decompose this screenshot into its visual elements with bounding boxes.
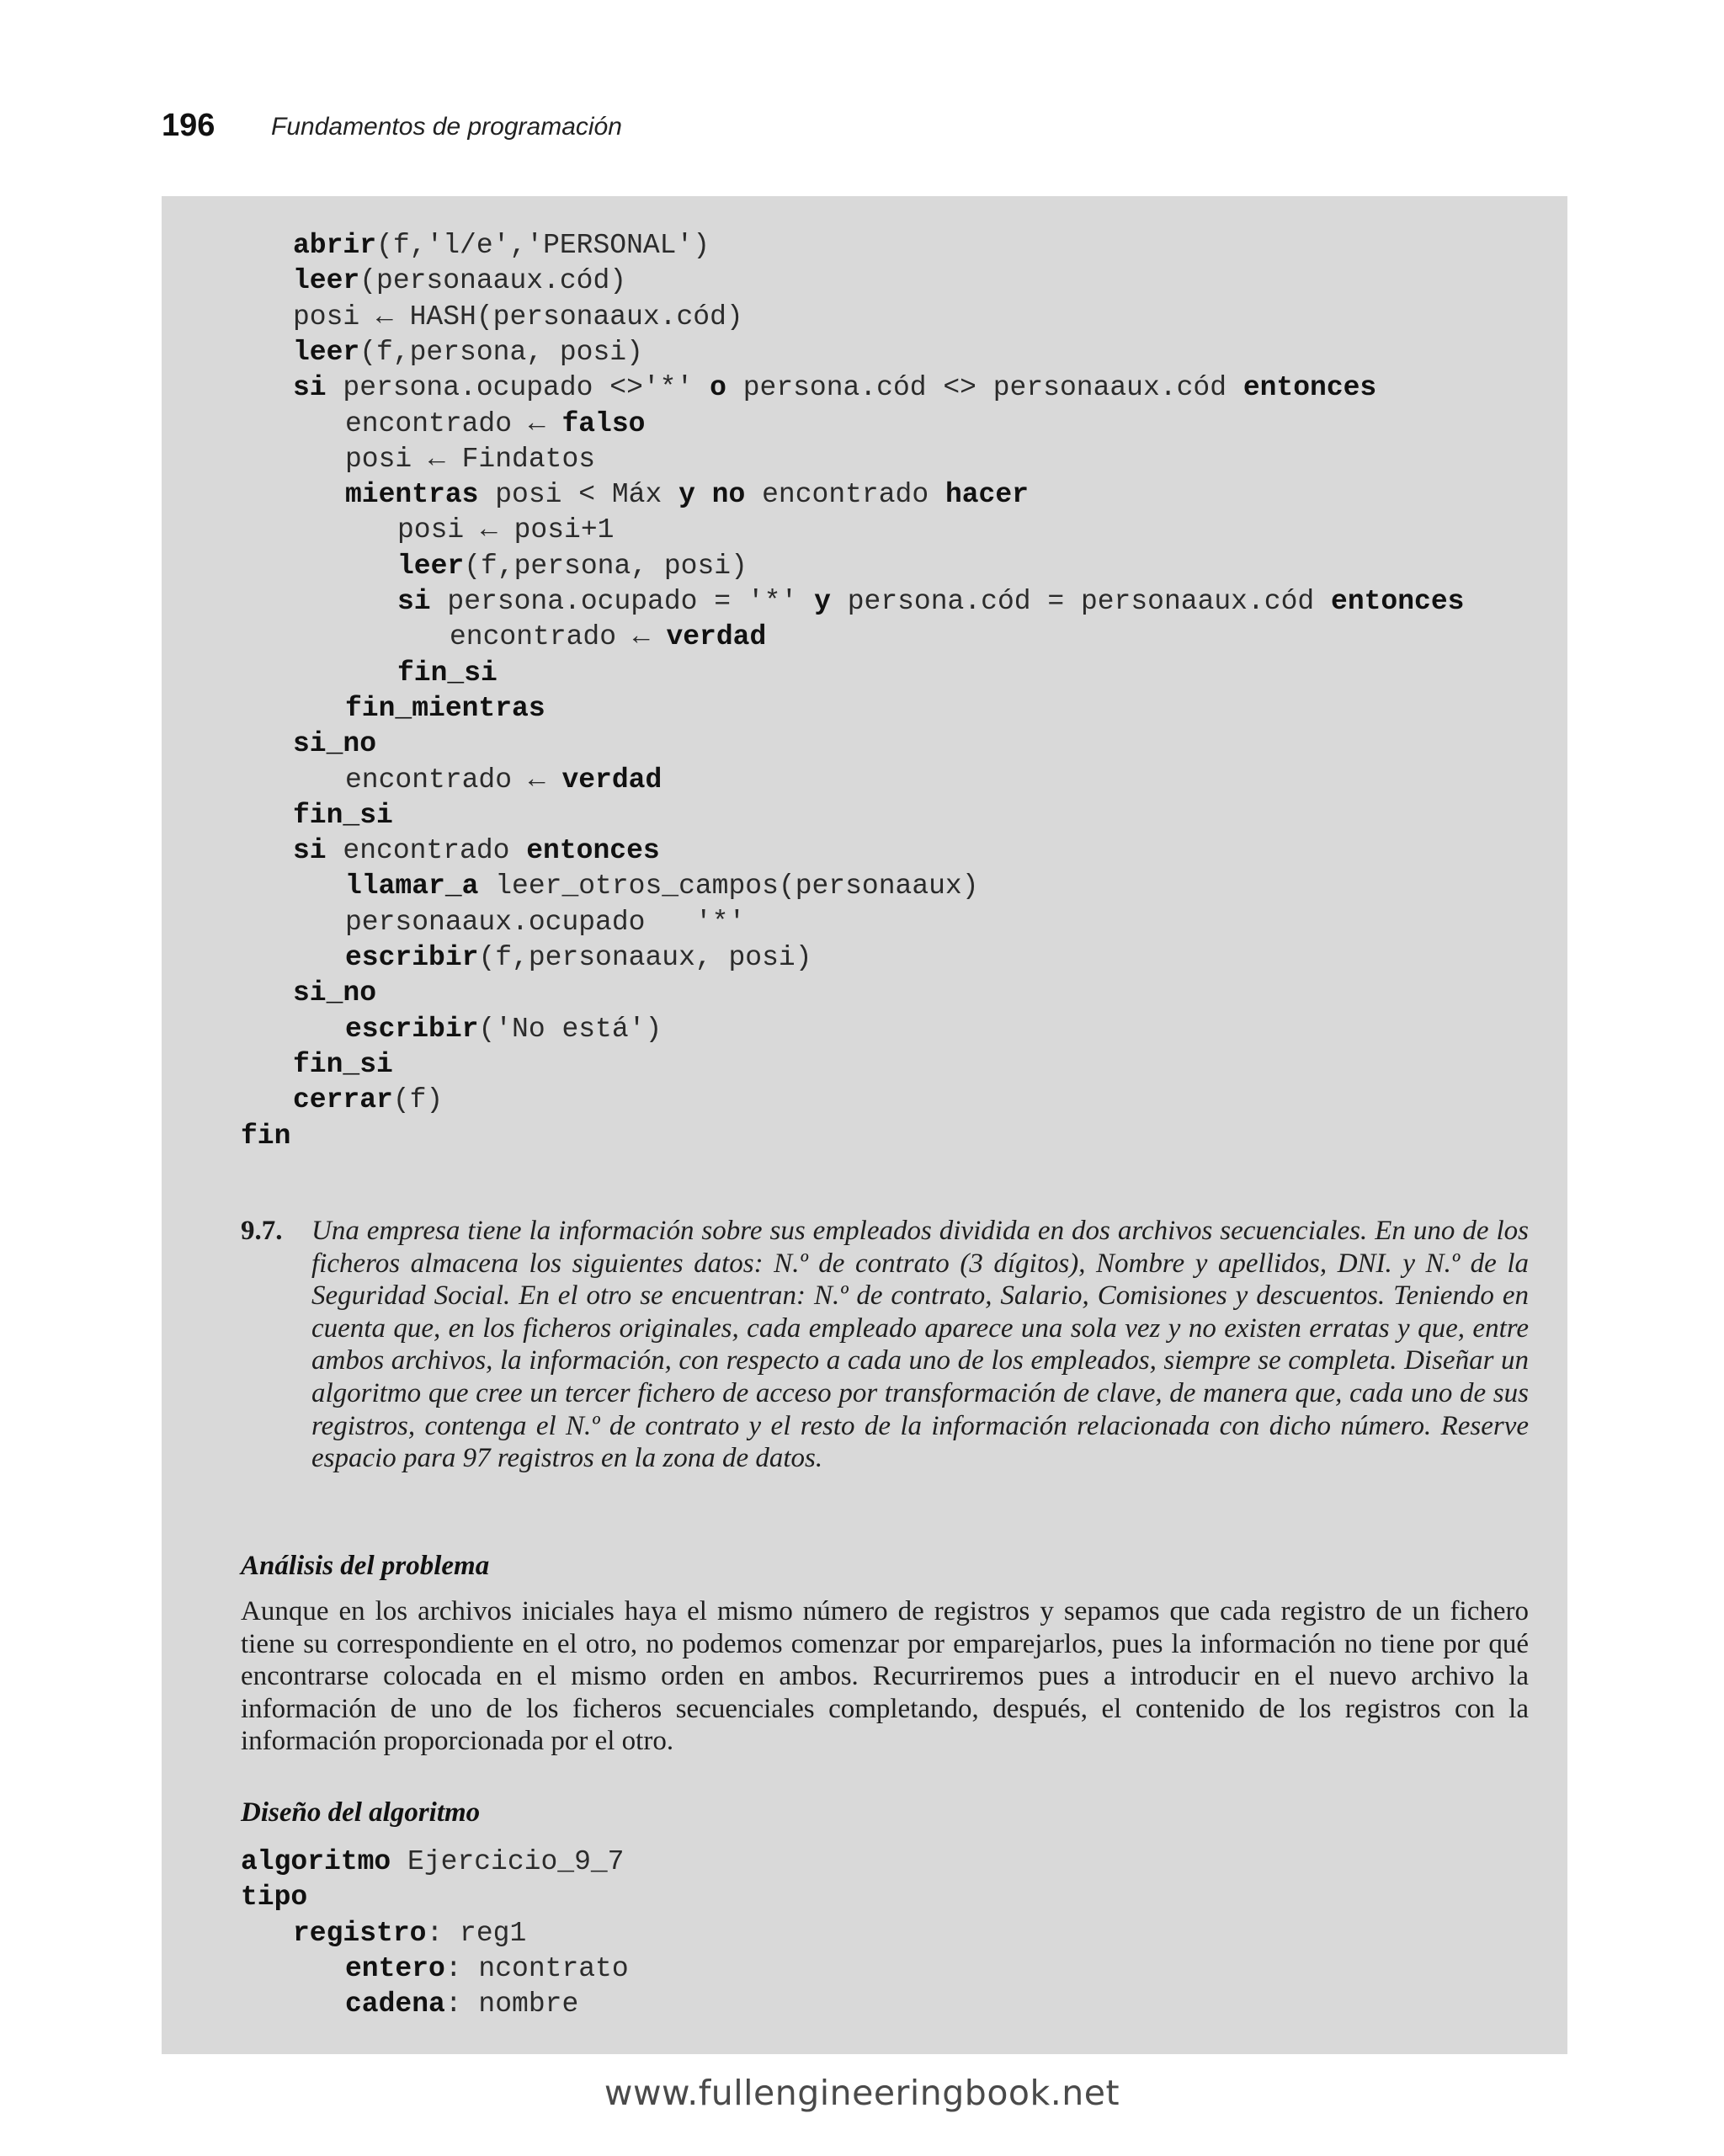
code-keyword: escribir — [345, 942, 479, 973]
code-keyword: mientras — [345, 479, 479, 511]
code-keyword: algoritmo — [241, 1846, 391, 1877]
code-line — [293, 228, 710, 264]
code-text: persona.ocupado <>'*' — [326, 372, 710, 404]
code-keyword: leer — [293, 265, 360, 297]
exercise-number: 9.7. — [241, 1216, 283, 1246]
code-line — [293, 300, 743, 335]
code-text: : reg1 — [426, 1917, 527, 1949]
code-text: encontrado ← — [345, 764, 562, 796]
code-keyword: fin_mientras — [345, 692, 545, 724]
code-text: ('No está') — [478, 1013, 662, 1045]
code-line — [345, 407, 645, 442]
code-line — [345, 1012, 662, 1047]
page-number: 196 — [162, 108, 216, 143]
code-line — [397, 656, 498, 691]
code-keyword: si — [293, 835, 327, 867]
code-line — [241, 1845, 624, 1880]
code-text: posi < Máx — [478, 479, 679, 511]
code-line — [293, 335, 643, 370]
footer-url: www.fullengineeringbook.net — [604, 2073, 1120, 2113]
code-line — [293, 727, 376, 762]
code-line — [345, 905, 745, 940]
code-keyword: fin — [241, 1120, 291, 1152]
code-text: persona.cód <> personaaux.cód — [726, 372, 1243, 404]
code-line — [293, 798, 393, 833]
code-line — [293, 833, 660, 869]
code-keyword: llamar_a — [345, 870, 479, 902]
code-line — [293, 976, 376, 1011]
code-line — [397, 549, 748, 584]
code-keyword: registro — [293, 1917, 427, 1949]
code-keyword: cadena — [345, 1988, 445, 2020]
code-line — [397, 584, 1464, 620]
code-line — [345, 477, 1029, 513]
code-text: posi ← Findatos — [345, 443, 596, 475]
code-keyword: si_no — [293, 977, 377, 1009]
code-keyword: entero — [345, 1952, 445, 1984]
code-text: persona.ocupado = '*' — [430, 586, 815, 617]
code-line — [293, 1083, 443, 1118]
code-text: (f,persona, posi) — [464, 550, 748, 582]
design-heading: Diseño del algoritmo — [241, 1797, 481, 1828]
code-keyword: abrir — [293, 230, 377, 261]
code-text: Ejercicio_9_7 — [391, 1846, 625, 1877]
code-line — [293, 370, 1376, 406]
code-line — [345, 691, 545, 727]
code-text: encontrado ← — [345, 407, 562, 439]
code-keyword: si — [397, 586, 431, 617]
code-line — [345, 1987, 578, 2022]
code-text: : nombre — [444, 1988, 579, 2020]
code-keyword: fin_si — [293, 799, 393, 831]
code-text: encontrado ← — [450, 621, 667, 653]
code-line — [345, 442, 595, 477]
code-keyword: falso — [561, 407, 646, 439]
code-keyword: cerrar — [293, 1084, 393, 1116]
code-keyword: y — [814, 586, 831, 617]
code-keyword: leer — [397, 550, 465, 582]
code-line — [345, 1951, 629, 1987]
code-text: (f) — [392, 1084, 444, 1116]
code-text: encontrado — [745, 479, 945, 511]
code-keyword: fin_si — [397, 657, 498, 689]
code-keyword: y no — [678, 479, 746, 511]
analysis-text: Aunque en los archivos iniciales haya el mismo número de registros y sepamos que cada registro de un fichero tiene su correspondiente en el otro, no podemos comenzar por emparejarlos, pues la información no tiene por qué encontrarse colocada en el mismo orden en ambos. Recurriremos pues a introducir en el nuevo archivo la información de uno de los ficheros secuenciales completando, después, el contenido de los registros con la información proporcionada por el otro. — [241, 1596, 1529, 1757]
code-keyword: entonces — [1331, 586, 1465, 617]
code-text: (f,persona, posi) — [359, 336, 643, 368]
code-line — [241, 1119, 290, 1154]
code-text: (f,personaaux, posi) — [478, 942, 812, 973]
code-keyword: escribir — [345, 1013, 479, 1045]
code-text: : ncontrato — [444, 1952, 629, 1984]
code-text: leer_otros_campos(personaaux) — [478, 870, 979, 902]
code-line — [293, 1916, 526, 1951]
exercise-statement: Una empresa tiene la información sobre sus empleados dividida en dos archivos secuenciales. En uno de los ficheros almacena los siguientes datos: N.º de contrato (3 dígitos), Nombre y apellidos, DNI. y N.º de la Seguridad Social. En el otro se encuentran: N.º de contrato, Salario, Comisiones y descuentos. Teniendo en cuenta que, en los ficheros originales, cada empleado aparece una sola vez y no existen erratas y que, entre ambos archivos, la información, con respecto a cada uno de los empleados, siempre se completa. Diseñar un algoritmo que cree un tercer fichero de acceso por transformación de clave, de manera que, cada uno de sus registros, contenga el N.º de contrato y el resto de la información relacionada con dicho número. Reserve espacio para 97 registros en la zona de datos. — [311, 1216, 1529, 1474]
code-line — [345, 940, 812, 976]
code-keyword: fin_si — [293, 1048, 393, 1080]
code-keyword: leer — [293, 336, 360, 368]
code-keyword: hacer — [944, 479, 1029, 511]
code-text: (personaaux.cód) — [359, 265, 627, 297]
code-text: posi ← HASH(personaaux.cód) — [293, 301, 743, 333]
code-line — [450, 620, 766, 655]
code-text: persona.cód = personaaux.cód — [830, 586, 1332, 617]
code-line — [241, 1880, 307, 1915]
code-line — [345, 869, 979, 904]
code-text: personaaux.ocupado '*' — [345, 906, 746, 938]
analysis-heading: Análisis del problema — [241, 1551, 490, 1581]
code-keyword: tipo — [241, 1882, 308, 1914]
code-text: encontrado — [326, 835, 527, 867]
code-keyword: verdad — [561, 764, 662, 796]
content-box — [162, 196, 1567, 2054]
code-keyword: verdad — [666, 621, 767, 653]
book-title: Fundamentos de programación — [271, 113, 622, 141]
code-keyword: si — [293, 372, 327, 404]
code-text: posi ← posi+1 — [397, 514, 615, 546]
code-keyword: o — [710, 372, 726, 404]
code-text: (f,'l/e','PERSONAL') — [376, 230, 710, 261]
code-keyword: si_no — [293, 728, 377, 760]
code-line — [345, 763, 662, 798]
code-keyword: entonces — [1242, 372, 1377, 404]
code-line — [397, 513, 614, 548]
code-line — [293, 264, 626, 299]
code-line — [293, 1047, 393, 1083]
code-keyword: entonces — [526, 835, 660, 867]
